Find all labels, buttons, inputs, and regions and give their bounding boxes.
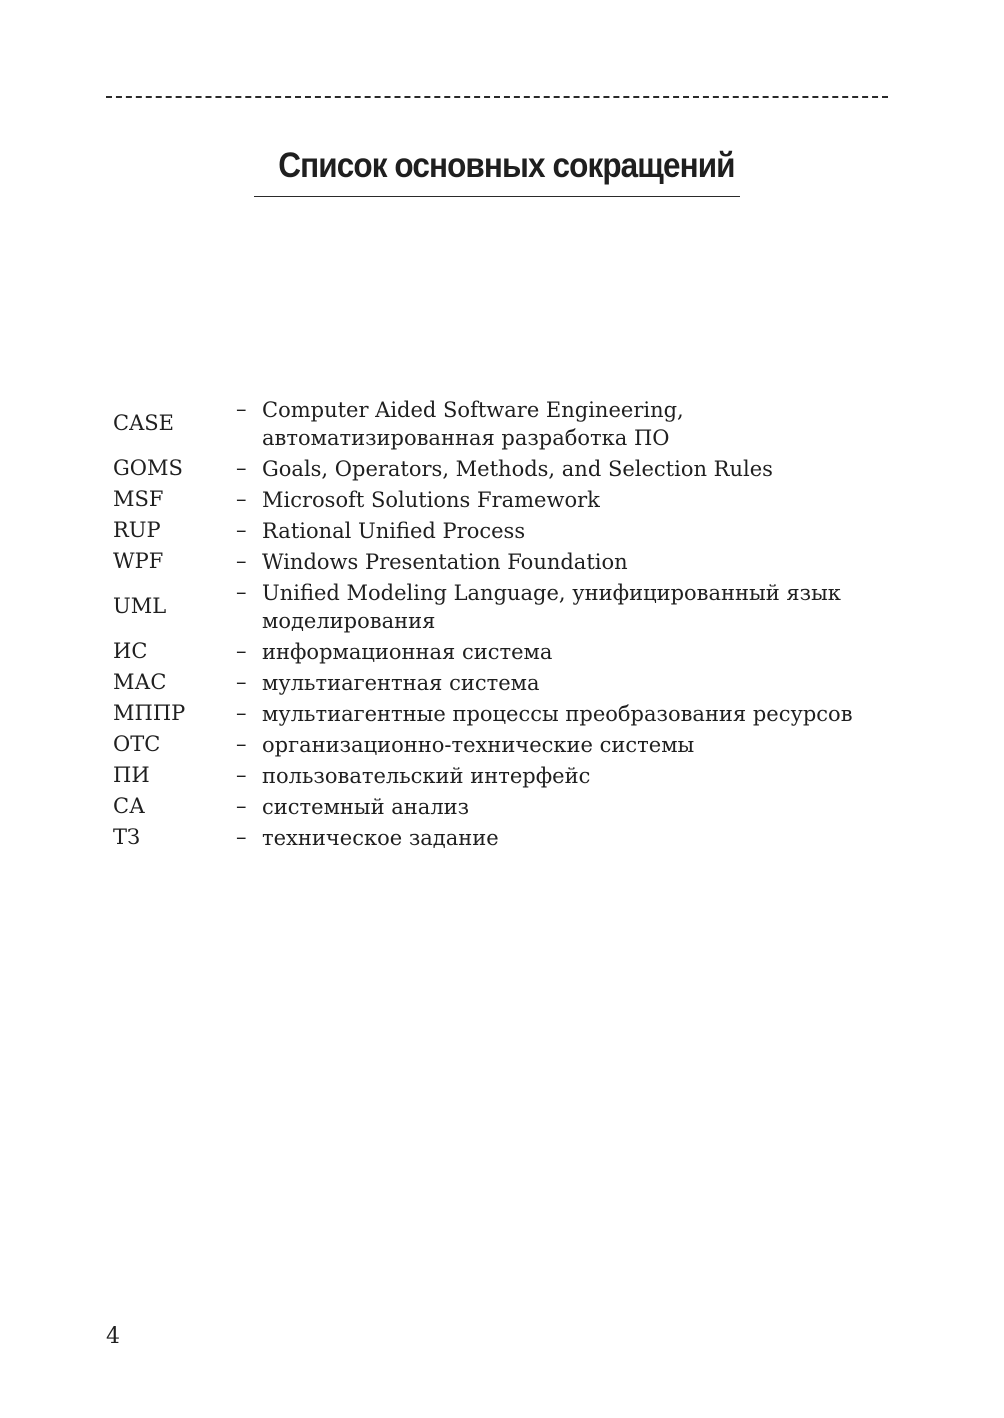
definition-text: Rational Unified Process <box>262 519 526 543</box>
definition <box>236 822 896 853</box>
abbreviation: ПИ <box>113 763 150 787</box>
list-item <box>113 822 903 853</box>
definition-text: мультиагентная система <box>262 671 540 695</box>
list-item <box>113 760 903 791</box>
top-dashed-rule <box>106 96 888 98</box>
dash: – <box>236 580 247 604</box>
list-item <box>113 394 903 453</box>
page-number: 4 <box>106 1324 120 1349</box>
definition-text: организационно-технические системы <box>262 733 695 757</box>
abbreviation: МАС <box>113 670 167 694</box>
dash: – <box>236 639 247 663</box>
list-item <box>113 546 903 577</box>
abbreviation-list <box>113 394 903 853</box>
page-title: Список основных сокращений <box>278 146 735 185</box>
definition <box>236 484 896 515</box>
definition-text: техническое задание <box>262 826 499 850</box>
definition <box>236 791 896 822</box>
abbreviation: RUP <box>113 518 161 542</box>
definition <box>236 760 896 791</box>
dash: – <box>236 794 247 818</box>
definition <box>236 577 896 636</box>
list-item <box>113 453 903 484</box>
definition-text: Unified Modeling Language, унифицированный язык моделирования <box>262 581 841 633</box>
dash: – <box>236 397 247 421</box>
abbreviation: WPF <box>113 549 164 573</box>
definition <box>236 636 896 667</box>
dash: – <box>236 549 247 573</box>
dash: – <box>236 670 247 694</box>
list-item <box>113 577 903 636</box>
list-item <box>113 484 903 515</box>
definition-text: Goals, Operators, Methods, and Selection Rules <box>262 457 773 481</box>
list-item <box>113 791 903 822</box>
abbreviation: MSF <box>113 487 164 511</box>
list-item <box>113 636 903 667</box>
abbreviation: ОТС <box>113 732 161 756</box>
title-underline <box>254 196 740 197</box>
definition-text: Computer Aided Software Engineering, автоматизированная разработка ПО <box>262 398 684 450</box>
list-item <box>113 698 903 729</box>
dash: – <box>236 825 247 849</box>
list-item <box>113 667 903 698</box>
definition <box>236 698 896 729</box>
definition <box>236 729 896 760</box>
abbreviation: СА <box>113 794 145 818</box>
definition <box>236 515 896 546</box>
definition-text: информационная система <box>262 640 553 664</box>
dash: – <box>236 701 247 725</box>
abbreviation: ИС <box>113 639 148 663</box>
definition-text: пользовательский интерфейс <box>262 764 591 788</box>
definition <box>236 394 896 453</box>
list-item <box>113 729 903 760</box>
definition-text: системный анализ <box>262 795 470 819</box>
abbreviation: GOMS <box>113 456 183 480</box>
definition-text: Windows Presentation Foundation <box>262 550 628 574</box>
page-title-block <box>254 140 740 192</box>
dash: – <box>236 518 247 542</box>
definition <box>236 546 896 577</box>
definition-text: мультиагентные процессы преобразования ресурсов <box>262 702 853 726</box>
definition <box>236 667 896 698</box>
definition <box>236 453 896 484</box>
abbreviation: UML <box>113 594 167 618</box>
abbreviation: ТЗ <box>113 825 141 849</box>
definition-text: Microsoft Solutions Framework <box>262 488 600 512</box>
dash: – <box>236 763 247 787</box>
abbreviation: МППР <box>113 701 186 725</box>
dash: – <box>236 487 247 511</box>
abbreviation: CASE <box>113 411 174 435</box>
list-item <box>113 515 903 546</box>
dash: – <box>236 456 247 480</box>
dash: – <box>236 732 247 756</box>
